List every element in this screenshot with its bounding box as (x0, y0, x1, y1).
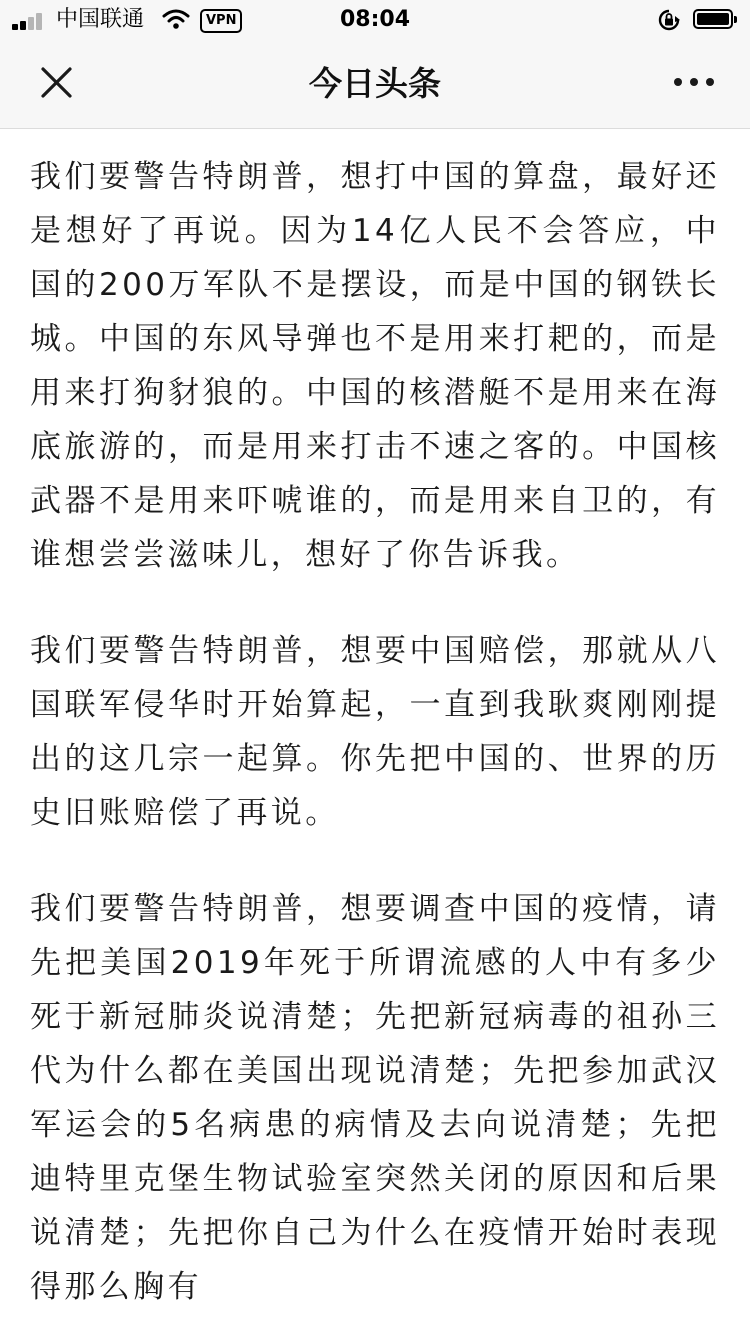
article-paragraph: 我们要警告特朗普，想要中国赔偿，那就从八国联军侵华时开始算起，一直到我耿爽刚刚提出的这几宗一起算。你先把中国的、世界的历史旧账赔偿了再说。 (30, 633, 720, 831)
orientation-lock-icon (657, 8, 681, 32)
page-title: 今日头条 (309, 64, 441, 103)
top-area (0, 0, 750, 129)
carrier-name: 中国联通 (56, 7, 145, 32)
nav-bar (0, 40, 750, 128)
status-time: 08:04 (339, 7, 411, 32)
vpn-badge: VPN (200, 9, 242, 33)
article-body (30, 128, 720, 1334)
status-bar (0, 0, 750, 40)
article-paragraph: 我们要警告特朗普，想要调查中国的疫情，请先把美国2019年死于所谓流感的人中有多少死于新冠肺炎说清楚；先把新冠病毒的祖孙三代为什么都在美国出现说清楚；先把参加武汉军运会的5名病患的病情及去向说清楚；先把迪特里克堡生物试验室突然关闭的原因和后果说清楚；先把你自己为什么在疫情开始时表现得那么胸有 (30, 891, 720, 1305)
more-button[interactable] (662, 62, 726, 102)
more-icon (662, 62, 726, 102)
article-paragraph: 我们要警告特朗普，想打中国的算盘，最好还是想好了再说。因为14亿人民不会答应，中国的200万军队不是摆设，而是中国的钢铁长城。中国的东风导弹也不是用来打耙的，而是用来打狗豺狼的。中国的核潜艇不是用来在海底旅游的，而是用来打击不速之客的。中国核武器不是用来吓唬谁的，而是用来自卫的，有谁想尝尝滋味儿，想好了你告诉我。 (30, 159, 720, 573)
battery-icon (693, 9, 733, 29)
